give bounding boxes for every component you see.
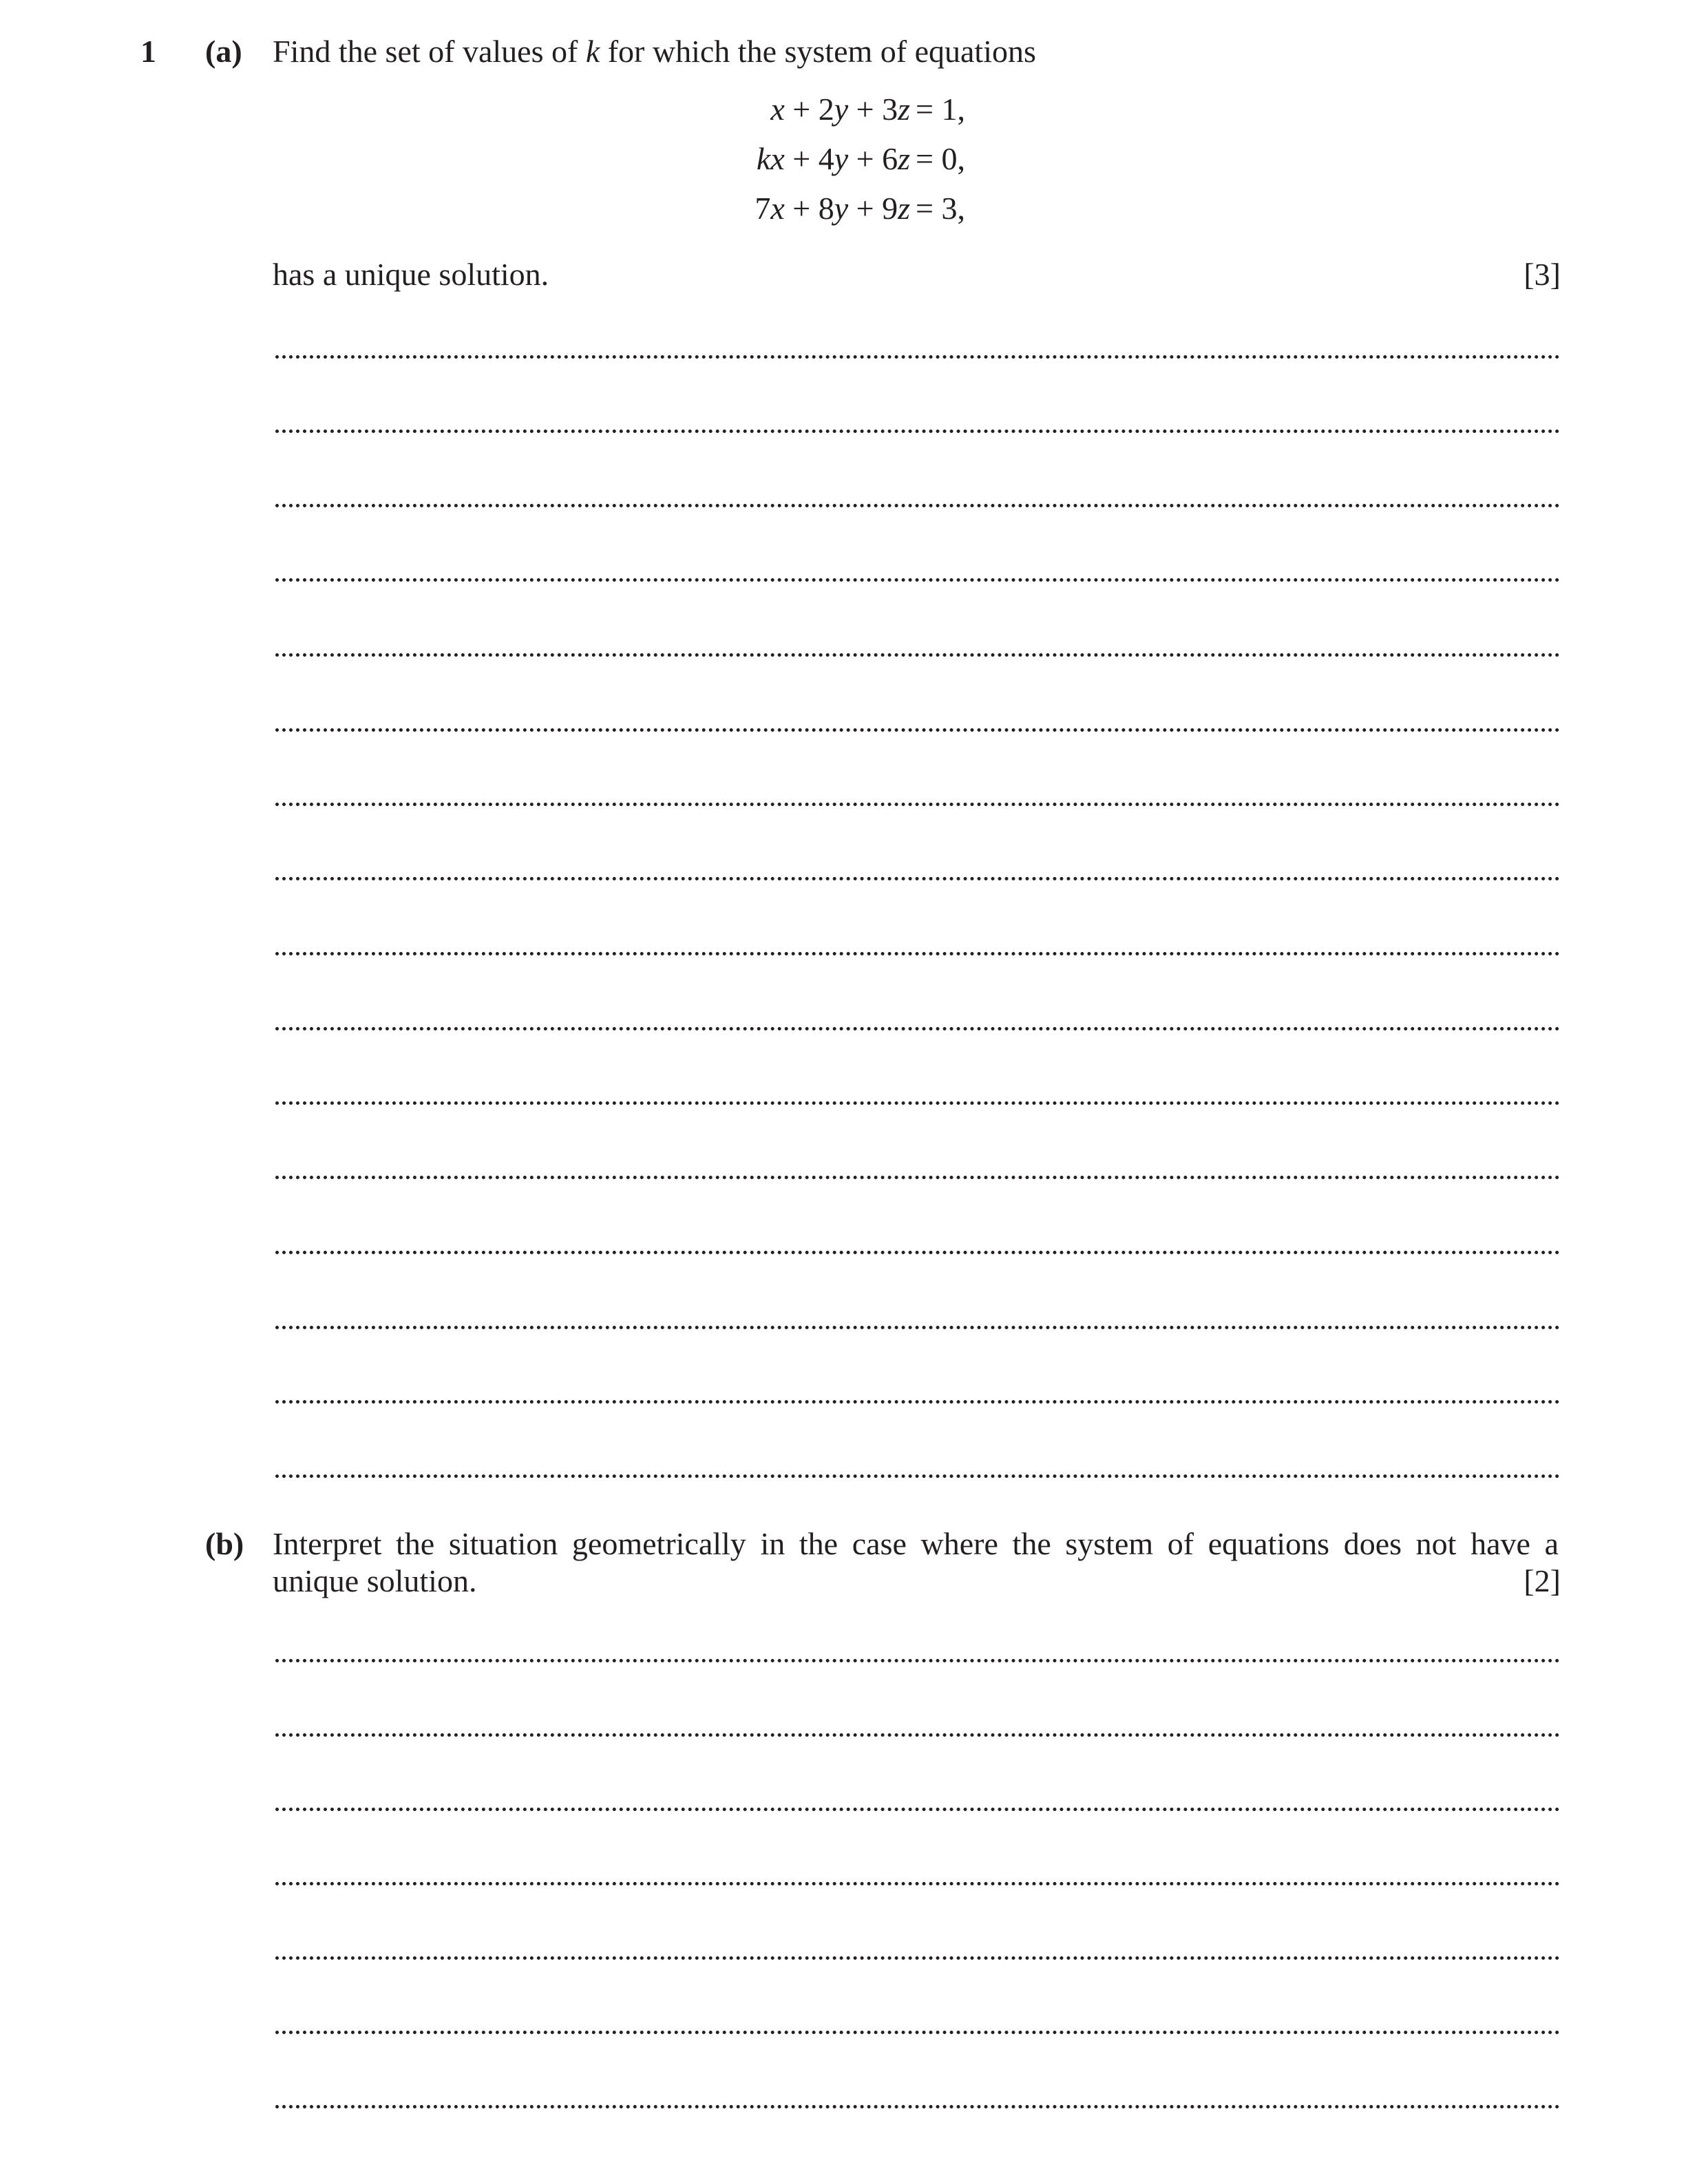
answer-line[interactable] — [275, 2105, 1560, 2108]
answer-line[interactable] — [275, 728, 1560, 732]
answer-line[interactable] — [275, 1326, 1560, 1329]
answer-line[interactable] — [275, 803, 1560, 806]
part-a-variable-k: k — [585, 34, 600, 69]
part-b-question-line-1: Interpret the situation geometrically in the case where the system of equations does not have a — [273, 1526, 1559, 1561]
part-b-marks: [2] — [1524, 1563, 1561, 1598]
equation-3-lhs: 7x + 8y + 9z — [755, 191, 910, 226]
part-a-question-text — [273, 33, 1036, 70]
answer-line[interactable] — [275, 430, 1560, 433]
equation-2-lhs: kx + 4y + 6z — [756, 141, 910, 176]
answer-line[interactable] — [275, 1882, 1560, 1885]
answer-line[interactable] — [275, 1659, 1560, 1662]
answer-line[interactable] — [275, 952, 1560, 955]
answer-line[interactable] — [275, 1474, 1560, 1478]
question-number: 1 — [140, 34, 156, 69]
answer-line[interactable] — [275, 578, 1560, 582]
answer-line[interactable] — [275, 1400, 1560, 1404]
answer-line[interactable] — [275, 1176, 1560, 1179]
part-a-intro-post: for which the system of equations — [600, 34, 1036, 69]
part-b-question-line-2: unique solution. — [273, 1563, 477, 1598]
answer-line[interactable] — [275, 1808, 1560, 1811]
answer-line[interactable] — [275, 877, 1560, 880]
answer-line[interactable] — [275, 653, 1560, 657]
part-a-marks: [3] — [1524, 257, 1561, 292]
part-a-conclusion: has a unique solution. — [273, 257, 549, 292]
answer-line[interactable] — [275, 2031, 1560, 2034]
equation-1-rhs: = 1, — [916, 92, 965, 127]
answer-line[interactable] — [275, 1733, 1560, 1737]
part-a-label: (a) — [205, 34, 242, 69]
part-a-intro-pre: Find the set of values of — [273, 34, 586, 69]
part-b-label: (b) — [205, 1526, 244, 1561]
answer-line[interactable] — [275, 504, 1560, 507]
answer-line[interactable] — [275, 1956, 1560, 1960]
answer-line[interactable] — [275, 1251, 1560, 1254]
answer-line[interactable] — [275, 1027, 1560, 1030]
equation-2-rhs: = 0, — [916, 141, 965, 176]
answer-line[interactable] — [275, 1101, 1560, 1105]
equation-1-lhs: x + 2y + 3z — [770, 92, 910, 127]
answer-line[interactable] — [275, 355, 1560, 359]
equation-3-rhs: = 3, — [916, 191, 965, 226]
